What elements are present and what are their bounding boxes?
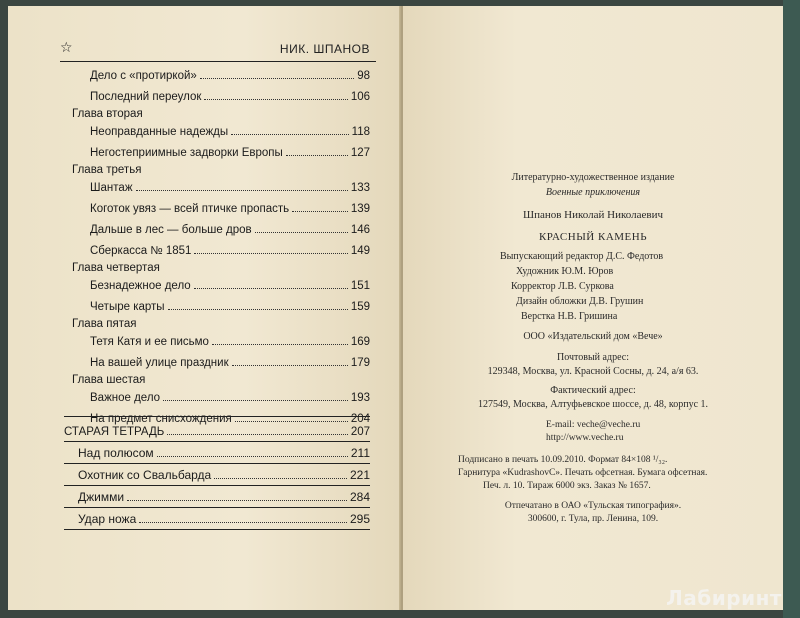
toc-entry bbox=[90, 220, 370, 236]
toc-entry-title: Неоправданные надежды bbox=[90, 126, 229, 138]
toc-entry-title: Тетя Катя и ее письмо bbox=[90, 336, 209, 348]
imprint-signed: Подписано в печать 10.09.2010. Формат 84×108 ¹/₃₂. bbox=[458, 455, 668, 465]
toc-leader-dots bbox=[286, 155, 348, 156]
toc-leader-dots bbox=[157, 456, 348, 457]
toc-entry-title: Над полюсом bbox=[78, 446, 154, 460]
imprint-actual-address: 127549, Москва, Алтуфьевское шоссе, д. 48, корпус 1. bbox=[477, 399, 709, 410]
toc-entry bbox=[78, 466, 370, 482]
imprint-title: КРАСНЫЙ КАМЕНЬ bbox=[538, 231, 648, 243]
toc-entry-title: Важное дело bbox=[90, 392, 161, 404]
toc-entry bbox=[90, 297, 370, 313]
toc-leader-dots bbox=[194, 253, 347, 254]
toc-chapter-heading: Глава шестая bbox=[72, 374, 146, 386]
toc-entry bbox=[90, 353, 370, 369]
imprint-cover-design: Дизайн обложки Д.В. Грушин bbox=[516, 296, 644, 307]
toc-entry bbox=[90, 332, 370, 348]
toc-entry bbox=[90, 241, 370, 257]
toc-leader-dots bbox=[163, 400, 348, 401]
running-head-author: НИК. ШПАНОВ bbox=[279, 42, 370, 56]
toc-entry-page: 139 bbox=[350, 203, 370, 215]
toc-leader-dots bbox=[212, 344, 348, 345]
toc-entry bbox=[90, 276, 370, 292]
imprint-print-run: Печ. л. 10. Тираж 6000 экз. Заказ № 1657. bbox=[483, 481, 651, 491]
toc-entry-title: Безнадежное дело bbox=[90, 280, 191, 292]
imprint-author: Шпанов Николай Николаевич bbox=[522, 209, 663, 221]
toc-entry bbox=[78, 510, 370, 526]
toc-entry-page: 146 bbox=[350, 224, 370, 236]
toc-entry bbox=[90, 388, 370, 404]
toc-entry-page: 179 bbox=[350, 357, 370, 369]
toc-entry-title: Дальше в лес — больше дров bbox=[90, 224, 252, 236]
toc-entry-title: Последний переулок bbox=[90, 91, 202, 103]
toc-leader-dots bbox=[136, 190, 348, 191]
imprint-genre: Литературно-художественное издание bbox=[511, 172, 675, 183]
toc-leader-dots bbox=[168, 309, 348, 310]
toc-leader-dots bbox=[200, 78, 354, 79]
toc-entry-title: Джимми bbox=[78, 490, 125, 504]
running-head bbox=[60, 40, 376, 62]
toc-entry-page: 204 bbox=[350, 413, 370, 425]
toc-entry-title: Шантаж bbox=[90, 182, 133, 194]
toc-divider bbox=[64, 507, 370, 508]
toc-leader-dots bbox=[167, 434, 347, 435]
toc-entry-page: 221 bbox=[349, 468, 370, 482]
imprint-postal-address: 129348, Москва, ул. Красной Сосны, д. 24, а/я 63. bbox=[487, 366, 699, 377]
toc-entry-title: Удар ножа bbox=[78, 512, 137, 526]
toc-entry-title: На предмет снисхождения bbox=[90, 413, 232, 425]
toc-leader-dots bbox=[204, 99, 347, 100]
toc-chapter-heading: Глава вторая bbox=[72, 108, 143, 120]
toc-entry bbox=[90, 143, 370, 159]
toc-leader-dots bbox=[231, 134, 349, 135]
watermark-text: Лабиринт bbox=[666, 586, 782, 610]
toc-leader-dots bbox=[232, 365, 348, 366]
toc-entry-page: 98 bbox=[357, 70, 370, 82]
book-edge bbox=[783, 0, 800, 618]
toc-entry-title: Дело с «протиркой» bbox=[90, 70, 197, 82]
toc-divider bbox=[64, 416, 370, 417]
imprint-editor: Выпускающий редактор Д.С. Федотов bbox=[500, 251, 664, 262]
toc-entry bbox=[78, 488, 370, 504]
toc-leader-dots bbox=[127, 500, 347, 501]
imprint-website: http://www.veche.ru bbox=[546, 433, 624, 443]
imprint-printer: Отпечатано в ОАО «Тульская типография». bbox=[504, 501, 682, 511]
toc-entry bbox=[90, 199, 370, 215]
imprint-block bbox=[403, 0, 783, 618]
toc-leader-dots bbox=[292, 211, 348, 212]
toc-entry bbox=[78, 444, 370, 460]
toc-chapter-heading: Глава четвертая bbox=[72, 262, 160, 274]
toc-leader-dots bbox=[194, 288, 348, 289]
toc-divider bbox=[64, 529, 370, 530]
toc-divider bbox=[64, 485, 370, 486]
toc-chapter-heading: Глава пятая bbox=[72, 318, 137, 330]
toc-entry-title: Охотник со Свальбарда bbox=[78, 468, 212, 482]
toc-entry-page: 211 bbox=[350, 446, 370, 460]
imprint-printer-address: 300600, г. Тула, пр. Ленина, 109. bbox=[527, 514, 659, 524]
toc-entry-page: 133 bbox=[350, 182, 370, 194]
toc-entry-page: 149 bbox=[350, 245, 370, 257]
toc-leader-dots bbox=[139, 522, 347, 523]
imprint-actual-label: Фактический адрес: bbox=[550, 385, 636, 396]
toc-divider bbox=[64, 441, 370, 442]
toc-entry-page: 295 bbox=[349, 512, 370, 526]
imprint-typeface: Гарнитура «KudrashovC». Печать офсетная. Бумага офсетная. bbox=[458, 468, 708, 478]
toc-chapter-heading: Глава третья bbox=[72, 164, 142, 176]
toc-entry-page: 284 bbox=[349, 490, 370, 504]
toc-entry bbox=[90, 87, 370, 103]
toc-entry bbox=[90, 122, 370, 138]
toc-entry bbox=[64, 422, 370, 438]
imprint-layout: Верстка Н.В. Гришина bbox=[521, 311, 618, 322]
star-icon: ☆ bbox=[60, 40, 73, 56]
toc-entry-page: 193 bbox=[350, 392, 370, 404]
toc-entry-page: 127 bbox=[350, 147, 370, 159]
toc-entry-title: Негостеприимные задворки Европы bbox=[90, 147, 283, 159]
toc-entry-page: 169 bbox=[350, 336, 370, 348]
toc-entry-page: 207 bbox=[350, 426, 370, 438]
imprint-email: E-mail: veche@veche.ru bbox=[546, 420, 641, 430]
imprint-postal-label: Почтовый адрес: bbox=[557, 352, 629, 363]
imprint-series: Военные приключения bbox=[545, 187, 641, 198]
imprint-proofreader: Корректор Л.В. Суркова bbox=[511, 281, 614, 292]
toc-entry-page: 159 bbox=[350, 301, 370, 313]
toc-leader-dots bbox=[214, 478, 347, 479]
toc-entry-page: 151 bbox=[350, 280, 370, 292]
toc-entry-title: СТАРАЯ ТЕТРАДЬ bbox=[64, 426, 165, 438]
toc-entry bbox=[90, 178, 370, 194]
toc-entry-title: На вашей улице праздник bbox=[90, 357, 229, 369]
toc-entry-title: Четыре карты bbox=[90, 301, 165, 313]
toc-entry-title: Сберкасса № 1851 bbox=[90, 245, 192, 257]
toc-entry-page: 106 bbox=[350, 91, 370, 103]
toc-entry-page: 118 bbox=[351, 126, 370, 138]
imprint-artist: Художник Ю.М. Юров bbox=[516, 266, 614, 277]
toc-leader-dots bbox=[255, 232, 348, 233]
toc-entry-title: Коготок увяз — всей птичке пропасть bbox=[90, 203, 290, 215]
toc-divider bbox=[64, 463, 370, 464]
imprint-publisher: ООО «Издательский дом «Вече» bbox=[523, 331, 663, 342]
toc-entry bbox=[90, 66, 370, 82]
